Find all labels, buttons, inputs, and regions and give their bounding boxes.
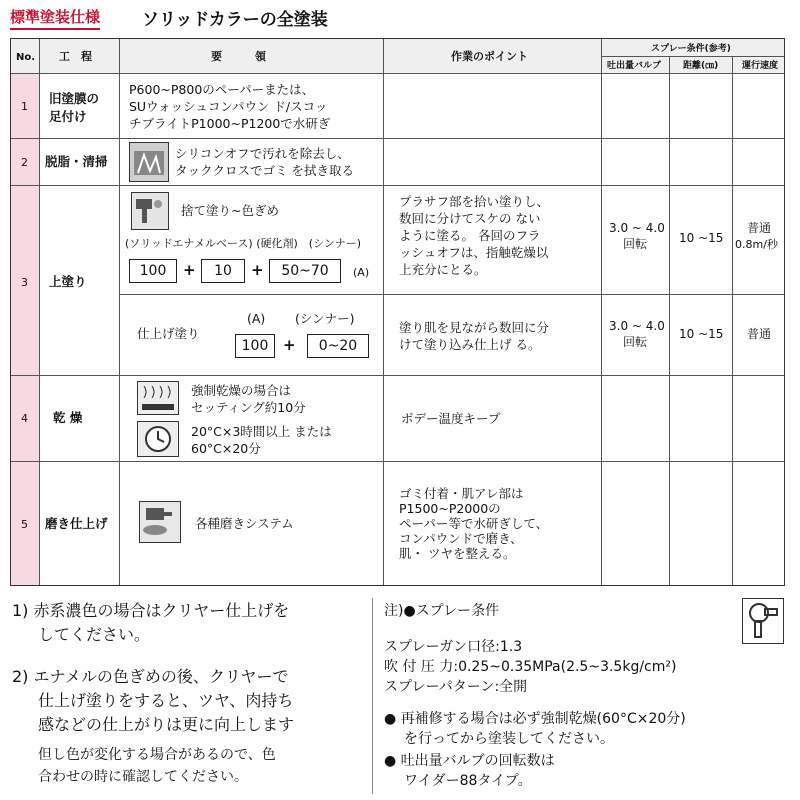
header-points: 作業のポイント bbox=[451, 50, 528, 63]
procedure-text: 強制乾燥の場合は bbox=[191, 383, 292, 398]
row-process: 旧塗膜の bbox=[49, 91, 100, 106]
plus-sign: + bbox=[183, 261, 196, 279]
point-text: コンパウンドで磨き、 bbox=[399, 531, 523, 546]
header-valve: 吐出量バルブ bbox=[607, 61, 662, 71]
distance-value: 10 ~15 bbox=[679, 327, 724, 341]
point-text: 塗り肌を見ながら数回に分 bbox=[399, 320, 550, 335]
polisher-icon bbox=[139, 501, 181, 543]
procedure-text: タッククロスでゴミ を拭き取る bbox=[175, 163, 354, 178]
row-no: 1 bbox=[21, 100, 28, 113]
point-text: けて塗り込み仕上げ る。 bbox=[399, 337, 541, 352]
header-spray-conditions: スプレー条件(参考) bbox=[651, 44, 731, 54]
header-speed: 運行速度 bbox=[742, 61, 779, 71]
ratio-base: 100 bbox=[129, 259, 177, 283]
spray-pressure: 吹 付 圧 力:0.25~0.35MPa(2.5~3.5kg/cm²) bbox=[384, 659, 677, 675]
procedure-text: シリコンオフで汚れを除去し、 bbox=[175, 146, 350, 161]
valve-unit: 回転 bbox=[623, 335, 648, 349]
distance-value: 10 ~15 bbox=[679, 231, 724, 245]
cloth-wipe-icon bbox=[129, 142, 169, 182]
note-text: 但し色が変化する場合があるので、色 bbox=[38, 747, 276, 763]
row-process: 乾 燥 bbox=[53, 410, 83, 425]
point-text: ペーパー等で水研ぎして、 bbox=[399, 516, 549, 531]
column-a-label: (A) bbox=[247, 311, 266, 326]
bullet-note: を行ってから塗装してください。 bbox=[404, 731, 614, 747]
point-text: ッシュオフは、指触乾燥以 bbox=[399, 245, 549, 260]
no-column-shade bbox=[11, 73, 39, 585]
spec-table bbox=[10, 38, 785, 586]
note-text: 感などの仕上がりは更に向上します bbox=[38, 715, 295, 734]
procedure-text: 60°C×20分 bbox=[191, 441, 261, 456]
ratio-unit: (A) bbox=[353, 266, 370, 279]
point-text: ように塗る。 各回のフラ bbox=[399, 228, 541, 243]
point-text: ゴミ付着・肌アレ部は bbox=[399, 486, 524, 501]
note-text: してください。 bbox=[38, 625, 151, 644]
spray-pattern: スプレーパターン:全開 bbox=[384, 679, 528, 695]
row-process: 上塗り bbox=[49, 274, 87, 289]
procedure-text: チブライトP1000~P1200で水研ぎ bbox=[129, 116, 331, 131]
row-process: 脱脂・清掃 bbox=[45, 154, 108, 169]
spray-gun-icon bbox=[131, 192, 169, 230]
ratio-a: 100 bbox=[235, 334, 275, 358]
header-no: No. bbox=[16, 52, 36, 63]
spray-gun-size: スプレーガン口径:1.3 bbox=[384, 639, 523, 655]
ratio-thinner: 0~20 bbox=[307, 334, 369, 358]
row-process: 磨き仕上げ bbox=[45, 516, 108, 531]
column-thinner-label: (シンナー) bbox=[295, 311, 355, 326]
point-text: 上充分にとる。 bbox=[399, 262, 487, 277]
valve-unit: 回転 bbox=[623, 237, 648, 251]
speed-detail: 0.8m/秒 bbox=[735, 238, 778, 251]
point-text: P1500~P2000の bbox=[399, 501, 501, 516]
point-text: ボデー温度キープ bbox=[401, 411, 501, 426]
procedure-text: P600~P800のペーパーまたは、 bbox=[129, 82, 315, 97]
header-procedure: 要 領 bbox=[211, 50, 266, 63]
procedure-text: セッティング約10分 bbox=[191, 400, 306, 415]
point-text: プラサフ部を拾い塗りし、 bbox=[399, 194, 550, 209]
note-text: 仕上げ塗りをすると、ツヤ、肉持ち bbox=[38, 691, 294, 710]
valve-value: 3.0 ~ 4.0 bbox=[609, 319, 665, 333]
components-label: (ソリッドエナメルベース) (硬化剤) (シンナー) bbox=[125, 237, 362, 250]
heat-dry-icon bbox=[137, 381, 179, 415]
plus-sign: + bbox=[283, 336, 296, 354]
bullet-note: ワイダー88タイプ。 bbox=[404, 773, 532, 789]
header-distance: 距離(㎝) bbox=[683, 61, 719, 71]
procedure-text: SUウォッシュコンパウン ド/スコッ bbox=[129, 99, 328, 114]
speed-value: 普通 bbox=[747, 327, 772, 341]
row-no: 2 bbox=[21, 156, 28, 169]
plus-sign: + bbox=[251, 261, 264, 279]
spray-heading: 注)●スプレー条件 bbox=[384, 603, 500, 619]
page-title: ソリッドカラーの全塗装 bbox=[142, 10, 328, 30]
bullet-note: ● 吐出量バルブの回転数は bbox=[384, 753, 555, 769]
speed-value: 普通 bbox=[747, 221, 772, 235]
sub-step-label: 仕上げ塗り bbox=[137, 326, 200, 341]
row-no: 5 bbox=[21, 518, 28, 531]
header-process: 工 程 bbox=[59, 50, 92, 63]
note-text: 合わせの時に確認してください。 bbox=[38, 769, 248, 785]
valve-value: 3.0 ~ 4.0 bbox=[609, 221, 665, 235]
procedure-text: 各種磨きシステム bbox=[195, 516, 294, 531]
procedure-text: 20°C×3時間以上 または bbox=[191, 424, 332, 439]
notes-divider bbox=[372, 598, 373, 794]
note-text: 1) 赤系濃色の場合はクリヤー仕上げを bbox=[12, 601, 290, 620]
point-text: 数回に分けてスケの ない bbox=[399, 211, 541, 226]
sub-step-label: 捨て塗り~色ぎめ bbox=[181, 203, 279, 218]
row-process: 足付け bbox=[49, 109, 87, 124]
row-no: 3 bbox=[21, 276, 28, 289]
spray-gun-outline-icon bbox=[742, 598, 784, 644]
note-text: 2) エナメルの色ぎめの後、クリヤーで bbox=[12, 667, 289, 686]
bullet-note: ● 再補修する場合は必ず強制乾燥(60°C×20分) bbox=[384, 711, 686, 727]
ratio-thinner: 50~70 bbox=[269, 259, 341, 283]
title-tag: 標準塗装仕様 bbox=[10, 6, 100, 30]
clock-dry-icon bbox=[137, 421, 179, 457]
row-no: 4 bbox=[21, 412, 28, 425]
ratio-hardener: 10 bbox=[201, 259, 245, 283]
point-text: 肌・ ツヤを整える。 bbox=[399, 546, 516, 561]
